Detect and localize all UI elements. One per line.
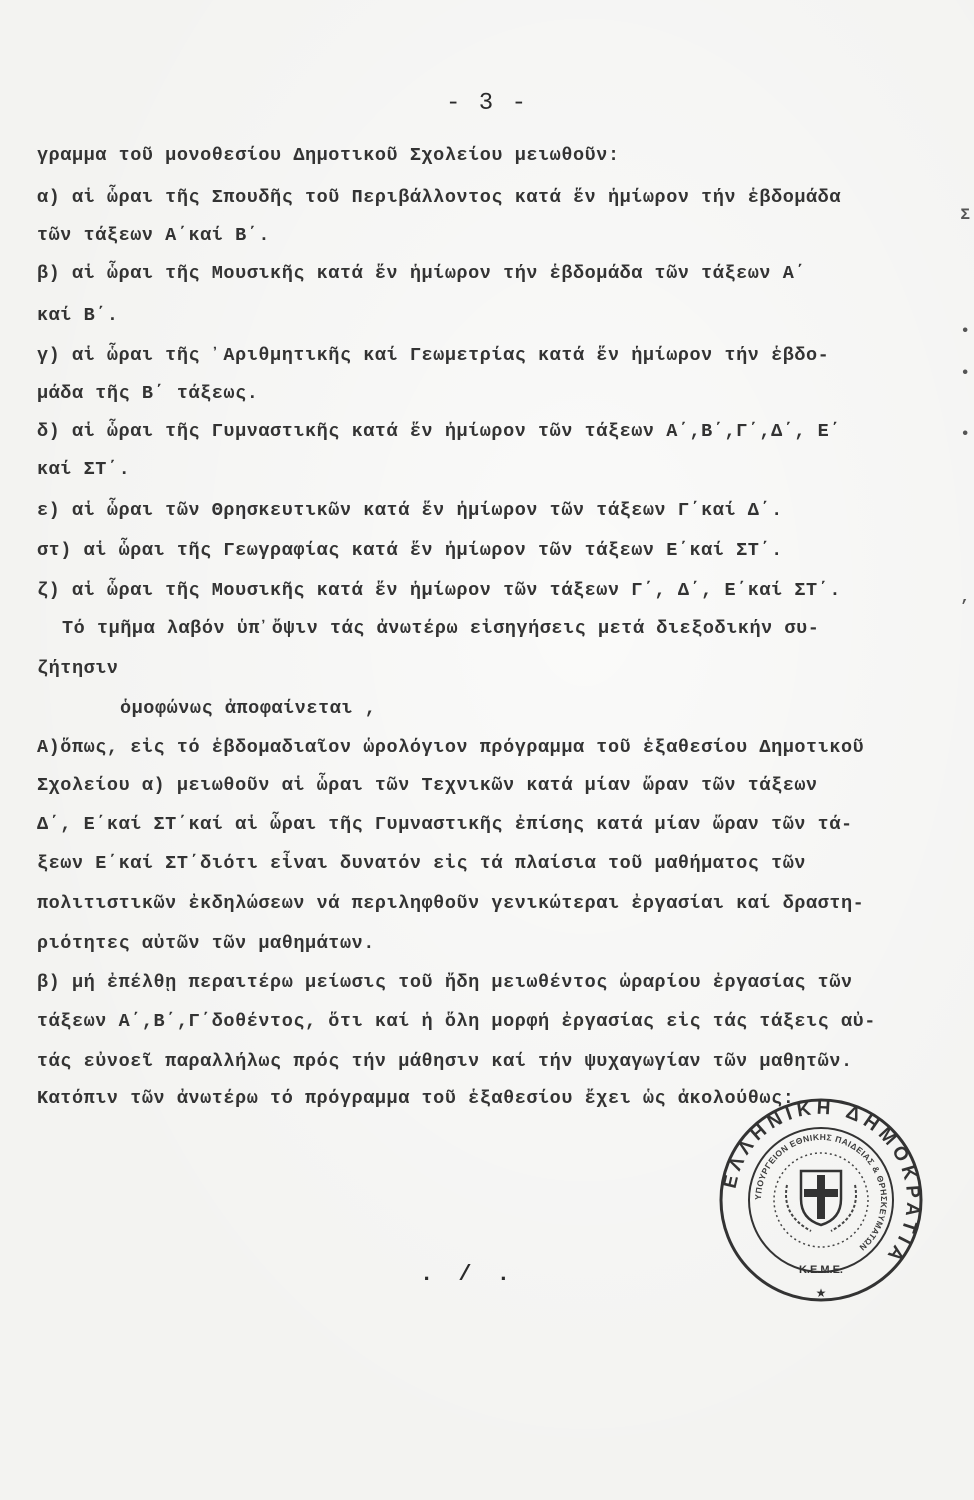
text-line-20: πολιτιστικῶν ἐκδηλώσεων νά περιληφθοῦν γενικώτεραι ἐργασίαι καί δραστη- — [37, 893, 865, 914]
text-line-16: Α)ὅπως, εἰς τό ἑβδομαδιαῖον ὡρολόγιον πρόγραμμα τοῦ ἑξαθεσίου Δημοτικοῦ — [37, 737, 865, 758]
text-line-1: γραμμα τοῦ μονοθεσίου Δημοτικοῦ Σχολείου μειωθοῦν: — [37, 145, 620, 166]
edge-fragment: • — [960, 425, 970, 443]
text-line-13: Τό τμῆμα λαβόν ὑπ᾿ὄψιν τάς ἀνωτέρω εἰσηγήσεις μετά διεξοδικήν συ- — [62, 618, 820, 639]
text-line-17: Σχολείου α) μειωθοῦν αἱ ὧραι τῶν Τεχνικῶν κατά μίαν ὥραν τῶν τάξεων — [37, 775, 818, 796]
svg-text:Κ.Ε.Μ.Ε.: Κ.Ε.Μ.Ε. — [798, 1264, 844, 1276]
text-line-19: ξεων Ε΄καί ΣΤ΄διότι εἶναι δυνατόν εἰς τά πλαίσια τοῦ μαθήματος τῶν — [37, 853, 807, 874]
text-line-23: τάξεων Α΄,Β΄,Γ΄δοθέντος, ὅτι καί ἡ ὅλη μορφή ἐργασίας εἰς τάς τάξεις αὐ- — [37, 1011, 876, 1032]
text-line-24: τάς εὐνοεῖ παραλλήλως πρός τήν μάθησιν καί τήν ψυχαγωγίαν τῶν μαθητῶν. — [37, 1051, 853, 1072]
text-line-2: α) αἱ ὧραι τῆς Σπουδῆς τοῦ Περιβάλλοντος κατά ἕν ἡμίωρον τήν ἑβδομάδα — [37, 187, 841, 208]
svg-text:ΕΛΛΗΝΙΚΗ ΔΗΜΟΚΡΑΤΙΑ: ΕΛΛΗΝΙΚΗ ΔΗΜΟΚΡΑΤΙΑ — [719, 1097, 924, 1269]
text-line-21: ριότητες αὐτῶν τῶν μαθημάτων. — [37, 933, 375, 954]
text-line-14: ζήτησιν — [37, 658, 119, 679]
edge-fragment: • — [960, 322, 970, 340]
text-line-3: τῶν τάξεων Α΄καί Β΄. — [37, 225, 271, 246]
text-line-7: μάδα τῆς Β΄ τάξεως. — [37, 383, 259, 404]
continuation-mark: . / . — [420, 1262, 517, 1287]
coat-of-arms-icon — [786, 1171, 856, 1231]
text-line-15: ὁμοφώνως ἀποφαίνεται , — [120, 698, 377, 719]
text-line-5: καί Β΄. — [37, 305, 119, 326]
text-line-4: β) αἱ ὧραι τῆς Μουσικῆς κατά ἕν ἡμίωρον τήν ἑβδομάδα τῶν τάξεων Α΄ — [37, 263, 807, 284]
svg-text:ΥΠΟΥΡΓΕΙΟΝ ΕΘΝΙΚΗΣ ΠΑΙΔΕΙΑΣ &: ΥΠΟΥΡΓΕΙΟΝ ΕΘΝΙΚΗΣ ΠΑΙΔΕΙΑΣ & ΘΡΗΣΚΕΥΜΑΤΩΝ — [752, 1131, 890, 1253]
text-line-12: ζ) αἱ ὧραι τῆς Μουσικῆς κατά ἕν ἡμίωρον τῶν τάξεων Γ΄, Δ΄, Ε΄καί ΣΤ΄. — [37, 580, 841, 601]
text-line-8: δ) αἱ ὧραι τῆς Γυμναστικῆς κατά ἕν ἡμίωρον τῶν τάξεων Α΄,Β΄,Γ΄,Δ΄, Ε΄ — [37, 421, 841, 442]
page-number: - 3 - — [445, 90, 528, 117]
edge-fragment: , — [960, 588, 970, 606]
edge-fragment: • — [960, 364, 970, 382]
edge-fragment: Σ — [960, 206, 970, 224]
svg-text:★: ★ — [815, 1286, 827, 1300]
text-line-22: β) μή ἐπέλθῃ περαιτέρω μείωσις τοῦ ἤδη μειωθέντος ὡραρίου ἐργασίας τῶν — [37, 972, 853, 993]
text-line-18: Δ΄, Ε΄καί ΣΤ΄καί αἱ ὧραι τῆς Γυμναστικῆς ἐπίσης κατά μίαν ὥραν τῶν τά- — [37, 814, 853, 835]
text-line-25: Κατόπιν τῶν ἀνωτέρω τό πρόγραμμα τοῦ ἑξαθεσίου ἔχει ὡς ἀκολούθως: — [37, 1088, 795, 1109]
text-line-6: γ) αἱ ὧραι τῆς ᾿Αριθμητικῆς καί Γεωμετρίας κατά ἕν ἡμίωρον τήν ἑβδο- — [37, 345, 830, 366]
official-seal-stamp — [716, 1095, 926, 1305]
text-line-11: στ) αἱ ὧραι τῆς Γεωγραφίας κατά ἕν ἡμίωρον τῶν τάξεων Ε΄καί ΣΤ΄. — [37, 540, 783, 561]
text-line-9: καί ΣΤ΄. — [37, 459, 131, 480]
text-line-10: ε) αἱ ὧραι τῶν Θρησκευτικῶν κατά ἕν ἡμίωρον τῶν τάξεων Γ΄καί Δ΄. — [37, 500, 783, 521]
